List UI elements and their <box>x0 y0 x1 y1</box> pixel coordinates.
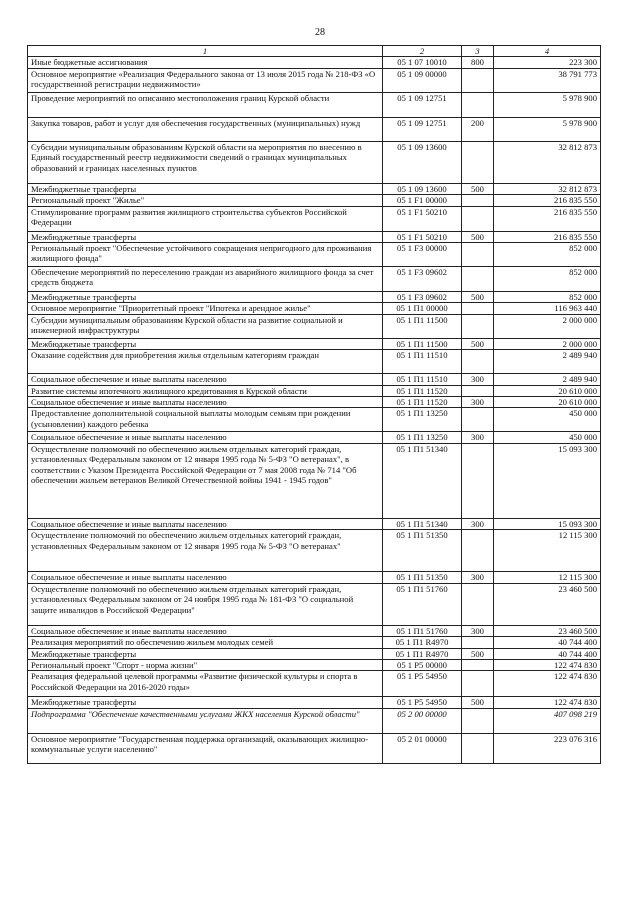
row-sum-cell: 12 115 300 <box>494 572 601 583</box>
row-kind-cell: 300 <box>462 518 494 529</box>
row-name-cell: Стимулирование программ развития жилищного строительства субъектов Российской Федерации <box>28 206 383 231</box>
row-name-cell: Субсидии муниципальным образованиям Курской области на развитие социальной и инженерной инфраструктуры <box>28 314 383 338</box>
row-name-cell: Основное мероприятие "Приоритетный проект "Ипотека и арендное жилье" <box>28 303 383 314</box>
row-sum-cell: 852 000 <box>494 292 601 303</box>
row-code-cell: 05 1 F3 09602 <box>383 292 462 303</box>
row-kind-cell: 300 <box>462 374 494 385</box>
row-kind-cell: 200 <box>462 117 494 141</box>
table-row <box>28 92 601 117</box>
row-sum-cell: 450 000 <box>494 408 601 432</box>
row-kind-cell <box>462 708 494 733</box>
row-kind-cell: 300 <box>462 572 494 583</box>
header-col-kind: 3 <box>462 46 494 57</box>
table-row <box>28 708 601 733</box>
table-row <box>28 408 601 432</box>
row-name-cell: Осуществление полномочий по обеспечению жильем отдельных категорий граждан, установленных Федеральным законом от 12 января 1995 года № 5-ФЗ "О ветеранах" <box>28 530 383 572</box>
row-name-cell: Реализация федеральной целевой программы «Развитие физической культуры и спорта в Российской Федерации на 2016-2020 годы» <box>28 671 383 697</box>
row-name-cell: Реализация мероприятий по обеспечению жильем молодых семей <box>28 637 383 648</box>
row-name-cell: Региональный проект "Обеспечение устойчивого сокращения непригодного для проживания жилищного фонда" <box>28 243 383 267</box>
table-row <box>28 267 601 292</box>
row-code-cell: 05 1 F1 00000 <box>383 195 462 206</box>
table-row <box>28 432 601 443</box>
row-kind-cell <box>462 314 494 338</box>
row-name-cell: Закупка товаров, работ и услуг для обеспечения государственных (муниципальных) нужд <box>28 117 383 141</box>
table-row <box>28 583 601 625</box>
row-code-cell: 05 1 П1 51350 <box>383 572 462 583</box>
row-kind-cell <box>462 733 494 763</box>
row-sum-cell: 2 000 000 <box>494 338 601 349</box>
row-code-cell: 05 1 П1 11520 <box>383 385 462 396</box>
row-name-cell: Региональный проект "Спорт - норма жизни" <box>28 659 383 670</box>
row-kind-cell <box>462 92 494 117</box>
row-code-cell: 05 1 П1 51340 <box>383 518 462 529</box>
row-sum-cell: 32 812 873 <box>494 183 601 194</box>
row-kind-cell <box>462 243 494 267</box>
row-name-cell: Межбюджетные трансферты <box>28 231 383 242</box>
header-col-sum: 4 <box>494 46 601 57</box>
row-code-cell: 05 1 09 13600 <box>383 183 462 194</box>
row-kind-cell <box>462 303 494 314</box>
row-code-cell: 05 1 F3 09602 <box>383 267 462 292</box>
row-name-cell: Проведение мероприятий по описанию местоположения границ Курской области <box>28 92 383 117</box>
row-kind-cell: 500 <box>462 697 494 708</box>
table-row <box>28 292 601 303</box>
table-row <box>28 68 601 92</box>
row-sum-cell: 15 093 300 <box>494 443 601 518</box>
table-row <box>28 530 601 572</box>
row-sum-cell: 23 460 500 <box>494 583 601 625</box>
row-sum-cell: 450 000 <box>494 432 601 443</box>
table-row <box>28 625 601 636</box>
table-row <box>28 141 601 183</box>
row-name-cell: Осуществление полномочий по обеспечению жильем отдельных категорий граждан, установленных Федеральным законом от 12 января 1995 года № 5-ФЗ "О ветеранах", в соответствии с Указом Президента Российской Федерации от 7 мая 2008 года № 714 "Об обеспечении жильем ветеранов Великой Отечественной войны 1941 - 1945 годов" <box>28 443 383 518</box>
row-sum-cell: 20 610 000 <box>494 397 601 408</box>
row-kind-cell: 500 <box>462 338 494 349</box>
row-code-cell: 05 1 09 12751 <box>383 117 462 141</box>
row-name-cell: Межбюджетные трансферты <box>28 183 383 194</box>
row-kind-cell: 300 <box>462 625 494 636</box>
row-kind-cell: 800 <box>462 57 494 68</box>
row-code-cell: 05 1 09 00000 <box>383 68 462 92</box>
table-row <box>28 671 601 697</box>
table-row <box>28 648 601 659</box>
row-code-cell: 05 1 09 13600 <box>383 141 462 183</box>
table-row <box>28 659 601 670</box>
row-sum-cell: 2 489 940 <box>494 350 601 374</box>
table-row <box>28 183 601 194</box>
row-code-cell: 05 1 П1 11520 <box>383 397 462 408</box>
row-code-cell: 05 1 П1 11510 <box>383 350 462 374</box>
row-name-cell: Предоставление дополнительной социальной выплаты молодым семьям при рождении (усыновлении) каждого ребенка <box>28 408 383 432</box>
row-kind-cell <box>462 637 494 648</box>
row-kind-cell <box>462 659 494 670</box>
table-row <box>28 572 601 583</box>
table-row <box>28 206 601 231</box>
row-sum-cell: 216 835 550 <box>494 195 601 206</box>
row-sum-cell: 38 791 773 <box>494 68 601 92</box>
row-kind-cell <box>462 141 494 183</box>
table-row <box>28 350 601 374</box>
row-name-cell: Иные бюджетные ассигнования <box>28 57 383 68</box>
row-kind-cell: 300 <box>462 432 494 443</box>
row-kind-cell: 500 <box>462 648 494 659</box>
row-kind-cell <box>462 385 494 396</box>
row-kind-cell <box>462 671 494 697</box>
row-code-cell: 05 2 01 00000 <box>383 733 462 763</box>
row-sum-cell: 5 978 900 <box>494 92 601 117</box>
table-row <box>28 374 601 385</box>
row-code-cell: 05 1 П1 R4970 <box>383 648 462 659</box>
row-kind-cell: 300 <box>462 397 494 408</box>
row-code-cell: 05 1 П1 11510 <box>383 374 462 385</box>
row-name-cell: Межбюджетные трансферты <box>28 648 383 659</box>
table-row <box>28 733 601 763</box>
row-kind-cell <box>462 530 494 572</box>
header-col-name: 1 <box>28 46 383 57</box>
row-code-cell: 05 1 09 12751 <box>383 92 462 117</box>
row-kind-cell: 500 <box>462 183 494 194</box>
row-name-cell: Межбюджетные трансферты <box>28 697 383 708</box>
row-sum-cell: 223 300 <box>494 57 601 68</box>
table-row <box>28 637 601 648</box>
row-code-cell: 05 1 F1 50210 <box>383 231 462 242</box>
row-code-cell: 05 1 07 10010 <box>383 57 462 68</box>
row-sum-cell: 12 115 300 <box>494 530 601 572</box>
row-name-cell: Социальное обеспечение и иные выплаты населению <box>28 518 383 529</box>
row-sum-cell: 23 460 500 <box>494 625 601 636</box>
row-sum-cell: 2 489 940 <box>494 374 601 385</box>
row-name-cell: Социальное обеспечение и иные выплаты населению <box>28 432 383 443</box>
row-kind-cell: 500 <box>462 292 494 303</box>
row-name-cell: Субсидии муниципальным образованиям Курской области на мероприятия по внесению в Единый государственный реестр недвижимости сведений о границах муниципальных образований и границах населенных пунктов <box>28 141 383 183</box>
row-sum-cell: 116 963 440 <box>494 303 601 314</box>
row-name-cell: Основное мероприятие "Государственная поддержка организаций, оказывающих жилищно-коммунальные услуги населению" <box>28 733 383 763</box>
row-sum-cell: 216 835 550 <box>494 231 601 242</box>
row-kind-cell: 500 <box>462 231 494 242</box>
row-sum-cell: 216 835 550 <box>494 206 601 231</box>
row-sum-cell: 223 076 316 <box>494 733 601 763</box>
table-header-row <box>28 46 601 57</box>
row-code-cell: 05 1 П1 51340 <box>383 443 462 518</box>
row-name-cell: Межбюджетные трансферты <box>28 292 383 303</box>
row-sum-cell: 122 474 830 <box>494 671 601 697</box>
row-sum-cell: 407 098 219 <box>494 708 601 733</box>
row-sum-cell: 40 744 400 <box>494 637 601 648</box>
row-code-cell: 05 1 P5 54950 <box>383 671 462 697</box>
table-row <box>28 338 601 349</box>
row-sum-cell: 122 474 830 <box>494 697 601 708</box>
row-sum-cell: 852 000 <box>494 243 601 267</box>
table-row <box>28 243 601 267</box>
table-row <box>28 443 601 518</box>
row-name-cell: Социальное обеспечение и иные выплаты населению <box>28 397 383 408</box>
row-sum-cell: 32 812 873 <box>494 141 601 183</box>
row-kind-cell <box>462 583 494 625</box>
table-row <box>28 385 601 396</box>
row-kind-cell <box>462 195 494 206</box>
row-name-cell: Основное мероприятие «Реализация Федерального закона от 13 июля 2015 года № 218-ФЗ «О государственной регистрации недвижимости» <box>28 68 383 92</box>
row-code-cell: 05 1 П1 R4970 <box>383 637 462 648</box>
row-code-cell: 05 1 F3 00000 <box>383 243 462 267</box>
row-kind-cell <box>462 267 494 292</box>
row-name-cell: Обеспечение мероприятий по переселению граждан из аварийного жилищного фонда за счет средств бюджета <box>28 267 383 292</box>
row-name-cell: Социальное обеспечение и иные выплаты населению <box>28 625 383 636</box>
row-code-cell: 05 1 F1 50210 <box>383 206 462 231</box>
header-col-code: 2 <box>383 46 462 57</box>
row-code-cell: 05 1 P5 54950 <box>383 697 462 708</box>
row-code-cell: 05 1 П1 00000 <box>383 303 462 314</box>
row-sum-cell: 15 093 300 <box>494 518 601 529</box>
row-name-cell: Региональный проект "Жилье" <box>28 195 383 206</box>
table-row <box>28 697 601 708</box>
row-name-cell: Подпрограмма "Обеспечение качественными услугами ЖКХ населения Курской области" <box>28 708 383 733</box>
row-name-cell: Социальное обеспечение и иные выплаты населению <box>28 572 383 583</box>
table-row <box>28 57 601 68</box>
row-code-cell: 05 1 P5 00000 <box>383 659 462 670</box>
row-code-cell: 05 1 П1 51350 <box>383 530 462 572</box>
row-code-cell: 05 1 П1 11500 <box>383 314 462 338</box>
row-name-cell: Социальное обеспечение и иные выплаты населению <box>28 374 383 385</box>
table-row <box>28 303 601 314</box>
row-name-cell: Межбюджетные трансферты <box>28 338 383 349</box>
row-code-cell: 05 1 П1 13250 <box>383 408 462 432</box>
row-sum-cell: 20 610 000 <box>494 385 601 396</box>
table-row <box>28 518 601 529</box>
table-row <box>28 117 601 141</box>
row-code-cell: 05 2 00 00000 <box>383 708 462 733</box>
row-sum-cell: 5 978 900 <box>494 117 601 141</box>
row-code-cell: 05 1 П1 51760 <box>383 625 462 636</box>
table-row <box>28 195 601 206</box>
page-number: 28 <box>315 27 325 38</box>
budget-table <box>27 45 601 764</box>
row-kind-cell <box>462 68 494 92</box>
row-code-cell: 05 1 П1 13250 <box>383 432 462 443</box>
row-sum-cell: 2 000 000 <box>494 314 601 338</box>
row-code-cell: 05 1 П1 11500 <box>383 338 462 349</box>
row-sum-cell: 852 000 <box>494 267 601 292</box>
table-row <box>28 314 601 338</box>
row-name-cell: Развитие системы ипотечного жилищного кредитования в Курской области <box>28 385 383 396</box>
row-code-cell: 05 1 П1 51760 <box>383 583 462 625</box>
row-kind-cell <box>462 206 494 231</box>
row-sum-cell: 40 744 400 <box>494 648 601 659</box>
table-row <box>28 397 601 408</box>
row-kind-cell <box>462 350 494 374</box>
table-row <box>28 231 601 242</box>
row-kind-cell <box>462 408 494 432</box>
row-kind-cell <box>462 443 494 518</box>
row-sum-cell: 122 474 830 <box>494 659 601 670</box>
row-name-cell: Осуществление полномочий по обеспечению жильем отдельных категорий граждан, установленных Федеральным законом от 24 ноября 1995 года № 181-ФЗ "О социальной защите инвалидов в Российской Федерации" <box>28 583 383 625</box>
row-name-cell: Оказание содействия для приобретения жилья отдельным категориям граждан <box>28 350 383 374</box>
